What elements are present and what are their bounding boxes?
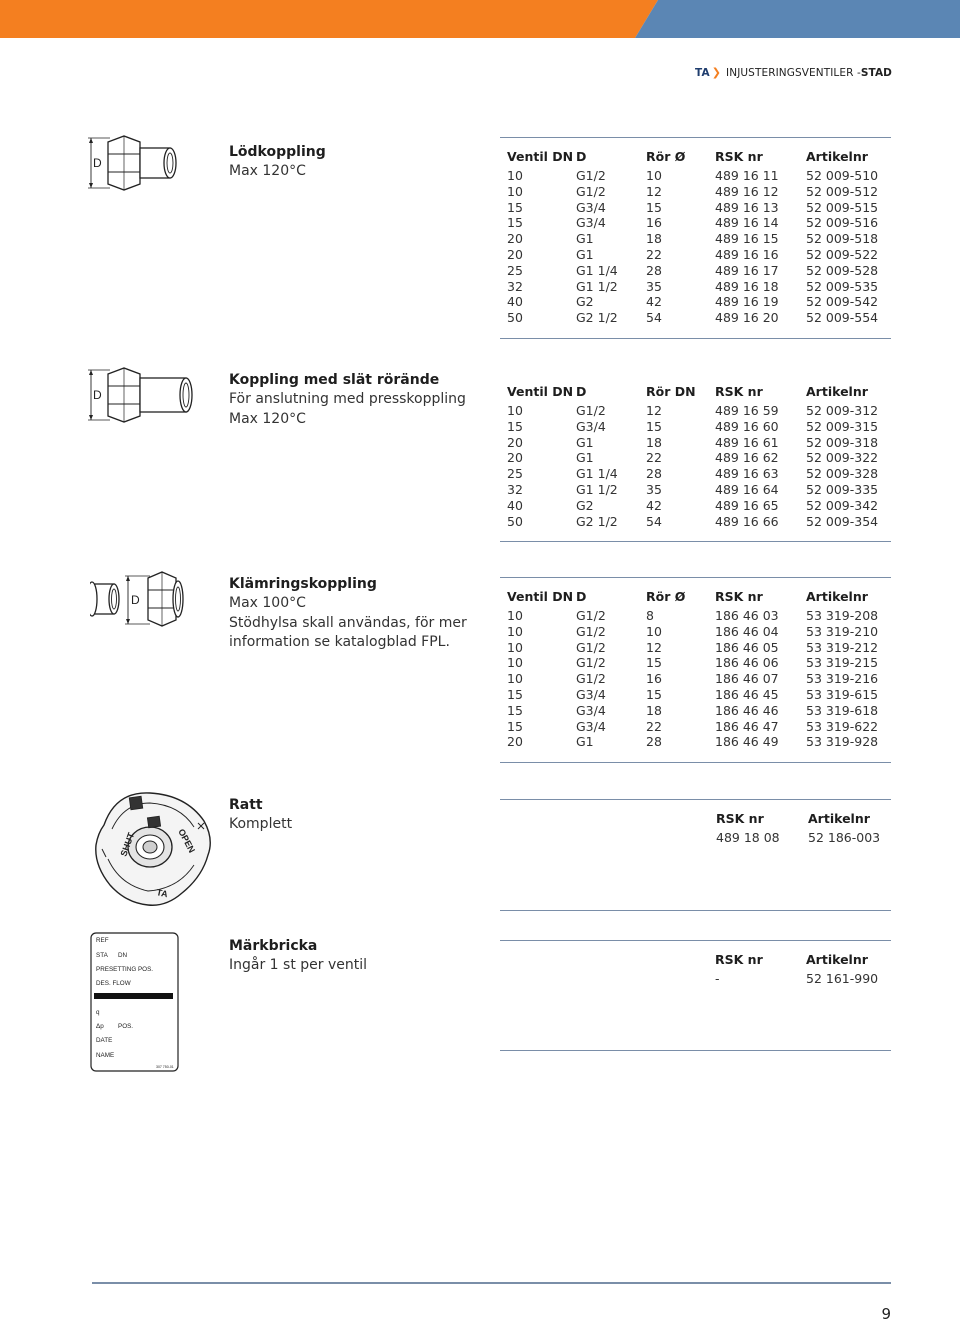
table-cell: 16 [646, 671, 662, 687]
table-cell: G3/4 [576, 686, 606, 702]
table-cell: 489 16 61 [715, 434, 779, 450]
table-row [500, 640, 891, 656]
table-cell: 8 [646, 608, 654, 623]
section-desc-solder: Max 120°C [229, 163, 306, 179]
table-cell: 186 46 03 [715, 608, 779, 623]
solder-coupling-drawing [88, 132, 183, 200]
table-row [500, 247, 891, 263]
table-cell: 186 46 46 [715, 702, 779, 718]
table-cell: 489 16 20 [715, 310, 779, 326]
tag-date: DATE [96, 1037, 113, 1044]
table-cell: 28 [646, 466, 662, 482]
table-row [500, 703, 891, 719]
tag-q: q [96, 1009, 100, 1016]
table-row [500, 734, 891, 750]
table-row [500, 419, 891, 435]
table-row: - 52 161-990 [715, 971, 879, 986]
table-cell: 52 009-335 [806, 481, 879, 497]
table-cell: 32 [507, 481, 523, 497]
table-cell: 489 16 59 [715, 403, 779, 418]
table-cell: 52 009-522 [806, 246, 879, 262]
table-cell: G1 1/2 [576, 278, 618, 294]
table-row [500, 435, 891, 451]
table-row [500, 482, 891, 498]
table-cell: 489 16 16 [715, 246, 779, 262]
table-cell: 10 [507, 168, 523, 183]
marking-tag-drawing [90, 932, 180, 1078]
table-cell: 54 [646, 310, 662, 326]
section-title-handwheel: Ratt [229, 797, 263, 813]
table-cell: 52 009-528 [806, 262, 879, 278]
table-row [500, 168, 891, 184]
table-row [500, 310, 891, 326]
table-cell: 42 [646, 294, 662, 310]
tag-pos: POS. [118, 1023, 134, 1030]
table-cell: 52 009-342 [806, 497, 879, 513]
table-cell: G1/2 [576, 671, 606, 687]
table-cell: G2 [576, 294, 594, 310]
table-row [500, 215, 891, 231]
table-cell: 20 [507, 231, 523, 247]
table-cell: 53 319-212 [806, 639, 879, 655]
table-cell: G3/4 [576, 215, 606, 231]
section-title-smooth-pipe: Koppling med slät rörände [229, 372, 440, 388]
table-row [500, 687, 891, 703]
table-row [500, 624, 891, 640]
table-row: 489 18 08 52 186-003 [716, 830, 881, 845]
table-cell: 186 46 06 [715, 655, 779, 671]
table-cell: 35 [646, 481, 662, 497]
table-cell: 489 16 62 [715, 450, 779, 466]
knob-shut-label: SHUT [118, 831, 137, 858]
table-cell: 53 319-928 [806, 734, 879, 750]
table-cell: 489 16 12 [715, 183, 779, 199]
table-cell: 10 [646, 623, 662, 639]
table-cell: 186 46 07 [715, 671, 779, 687]
table-row [500, 279, 891, 295]
table-cell: 20 [507, 434, 523, 450]
table-cell: 20 [507, 246, 523, 262]
table-cell: 25 [507, 466, 523, 482]
table-header: RSK nr Artikelnr [716, 811, 870, 826]
table-header: RSK nr Artikelnr [715, 952, 868, 967]
table-cell: 10 [507, 655, 523, 671]
table-cell: 16 [646, 215, 662, 231]
table-cell: 52 009-318 [806, 434, 879, 450]
table-cell: G3/4 [576, 702, 606, 718]
tag-ref: REF [96, 937, 109, 944]
footer-rule [92, 1282, 891, 1284]
table-cell: 489 16 13 [715, 199, 779, 215]
table-cell: 52 009-510 [806, 168, 879, 183]
table-cell: 15 [507, 702, 523, 718]
table-cell: 28 [646, 262, 662, 278]
table-cell: 52 009-516 [806, 215, 879, 231]
dim-label-d: D [93, 156, 102, 170]
table-handwheel [500, 799, 891, 911]
table-cell: 10 [507, 183, 523, 199]
table-cell: 489 16 65 [715, 497, 779, 513]
table-cell: G1 [576, 434, 594, 450]
table-cell: 15 [646, 199, 662, 215]
table-cell: G1 1/4 [576, 466, 618, 482]
table-cell: 489 16 63 [715, 466, 779, 482]
table-cell: 52 009-554 [806, 310, 879, 326]
table-row [500, 184, 891, 200]
smooth-pipe-coupling-drawing [88, 364, 198, 432]
table-cell: 15 [507, 686, 523, 702]
top-color-band [0, 0, 960, 38]
table-cell: G1/2 [576, 639, 606, 655]
table-cell: 10 [507, 608, 523, 623]
table-cell: G2 [576, 497, 594, 513]
table-cell: G3/4 [576, 418, 606, 434]
header-category: INJUSTERINGSVENTILER - [726, 66, 861, 79]
knob-open-label: OPEN [176, 827, 198, 855]
table-cell: G3/4 [576, 199, 606, 215]
section-desc-marking-tag: Ingår 1 st per ventil [229, 957, 368, 973]
table-cell: 54 [646, 513, 662, 529]
table-cell: 489 16 15 [715, 231, 779, 247]
table-cell: 42 [646, 497, 662, 513]
table-cell: 12 [646, 403, 662, 418]
table-cell: 18 [646, 702, 662, 718]
table-cell: 28 [646, 734, 662, 750]
table-cell: 186 46 45 [715, 686, 779, 702]
section-desc-smooth-pipe: För anslutning med presskoppling Max 120°C [229, 391, 466, 427]
table-header: Ventil DN D Rör Ø RSK nr Artikelnr [507, 589, 868, 604]
handwheel-drawing [86, 785, 216, 915]
table-cell: G1 1/2 [576, 481, 618, 497]
section-title-marking-tag: Märkbricka [229, 938, 318, 954]
table-cell: 52 009-542 [806, 294, 879, 310]
table-cell: 489 16 14 [715, 215, 779, 231]
dim-label-d: D [93, 388, 102, 402]
tag-des-flow: DES. FLOW [96, 980, 131, 987]
table-cell: 18 [646, 231, 662, 247]
table-cell: 52 009-518 [806, 231, 879, 247]
table-cell: 15 [507, 215, 523, 231]
table-cell: 40 [507, 294, 523, 310]
table-row [500, 671, 891, 687]
tag-code: 307 750-01 [156, 1065, 174, 1069]
table-cell: 52 009-328 [806, 466, 879, 482]
table-compression [500, 577, 891, 763]
table-header: Ventil DN D Rör Ø RSK nr Artikelnr [507, 149, 868, 164]
table-cell: 15 [646, 418, 662, 434]
table-cell: 186 46 04 [715, 623, 779, 639]
table-cell: 489 16 66 [715, 513, 779, 529]
table-cell: 40 [507, 497, 523, 513]
header-product: STAD [860, 66, 892, 79]
table-body [500, 403, 891, 541]
table-cell: 15 [507, 418, 523, 434]
table-cell: 10 [507, 639, 523, 655]
table-body [500, 608, 891, 762]
table-row [500, 231, 891, 247]
table-cell: 20 [507, 734, 523, 750]
table-marking-tag [500, 940, 891, 1051]
table-cell: G1/2 [576, 655, 606, 671]
table-body [500, 168, 891, 338]
table-cell: 53 319-622 [806, 718, 879, 734]
table-cell: 489 16 19 [715, 294, 779, 310]
table-cell: 186 46 05 [715, 639, 779, 655]
table-cell: 10 [646, 168, 662, 183]
tag-sta: STA [96, 952, 108, 959]
page-number: 9 [881, 1305, 891, 1322]
table-cell: 15 [646, 655, 662, 671]
table-cell: G1/2 [576, 403, 606, 418]
table-row [500, 498, 891, 514]
table-cell: 52 009-535 [806, 278, 879, 294]
compression-coupling-drawing [90, 568, 190, 636]
table-cell: 12 [646, 639, 662, 655]
table-solder [500, 137, 891, 339]
table-cell: 22 [646, 450, 662, 466]
tag-presetting: PRESETTING POS. [96, 966, 154, 973]
table-cell: 10 [507, 671, 523, 687]
table-row [500, 450, 891, 466]
table-cell: 53 319-208 [806, 608, 879, 623]
table-cell: G2 1/2 [576, 310, 618, 326]
table-cell: 12 [646, 183, 662, 199]
table-cell: 186 46 49 [715, 734, 779, 750]
table-row [500, 655, 891, 671]
table-cell: G3/4 [576, 718, 606, 734]
table-cell: G1 [576, 246, 594, 262]
table-cell: 489 16 64 [715, 481, 779, 497]
table-cell: 25 [507, 262, 523, 278]
table-row [500, 200, 891, 216]
table-cell: G1/2 [576, 608, 606, 623]
table-cell: 10 [507, 623, 523, 639]
table-row [500, 403, 891, 419]
table-cell: G1 1/4 [576, 262, 618, 278]
table-row [500, 719, 891, 735]
table-cell: 53 319-216 [806, 671, 879, 687]
tag-dn: DN [118, 952, 128, 959]
table-cell: G2 1/2 [576, 513, 618, 529]
table-cell: 22 [646, 246, 662, 262]
table-cell: G1/2 [576, 168, 606, 183]
table-cell: 15 [507, 199, 523, 215]
tag-name: NAME [96, 1052, 115, 1059]
table-cell: 32 [507, 278, 523, 294]
table-cell: 53 319-618 [806, 702, 879, 718]
tag-dp: Δp [96, 1023, 104, 1030]
ta-logo: TA [695, 66, 710, 79]
table-cell: 489 16 11 [715, 168, 779, 183]
section-desc-compression: Max 100°C Stödhylsa skall användas, för mer information se katalogblad FPL. [229, 595, 467, 650]
table-cell: 18 [646, 434, 662, 450]
table-row [500, 466, 891, 482]
table-cell: 52 009-315 [806, 418, 879, 434]
table-cell: 20 [507, 450, 523, 466]
section-title-solder: Lödkoppling [229, 144, 326, 160]
table-cell: 35 [646, 278, 662, 294]
table-cell: 489 16 17 [715, 262, 779, 278]
table-cell: 50 [507, 513, 523, 529]
table-cell: 10 [507, 403, 523, 418]
dim-label-d: D [131, 593, 140, 607]
table-row [500, 608, 891, 624]
table-cell: 489 16 60 [715, 418, 779, 434]
page-header [695, 66, 892, 79]
table-smooth-pipe [500, 373, 891, 542]
table-cell: 52 009-512 [806, 183, 879, 199]
table-cell: 53 319-215 [806, 655, 879, 671]
table-row [500, 294, 891, 310]
table-row [500, 263, 891, 279]
knob-brand-label: TA [155, 887, 169, 900]
table-cell: 52 009-354 [806, 513, 879, 529]
chevron-icon: ❯ [711, 66, 722, 79]
table-cell: 186 46 47 [715, 718, 779, 734]
table-cell: 489 16 18 [715, 278, 779, 294]
table-cell: G1 [576, 231, 594, 247]
table-cell: 53 319-210 [806, 623, 879, 639]
table-cell: 50 [507, 310, 523, 326]
table-cell: 22 [646, 718, 662, 734]
table-cell: 52 009-515 [806, 199, 879, 215]
section-title-compression: Klämringskoppling [229, 576, 377, 592]
table-cell: G1 [576, 450, 594, 466]
section-desc-handwheel: Komplett [229, 816, 293, 832]
table-cell: 15 [646, 686, 662, 702]
table-cell: 52 009-312 [806, 403, 879, 418]
table-row [500, 514, 891, 530]
table-cell: G1 [576, 734, 594, 750]
table-cell: 15 [507, 718, 523, 734]
table-cell: G1/2 [576, 183, 606, 199]
table-cell: 53 319-615 [806, 686, 879, 702]
table-cell: 52 009-322 [806, 450, 879, 466]
table-header: Ventil DN D Rör DN RSK nr Artikelnr [507, 384, 868, 399]
table-cell: G1/2 [576, 623, 606, 639]
